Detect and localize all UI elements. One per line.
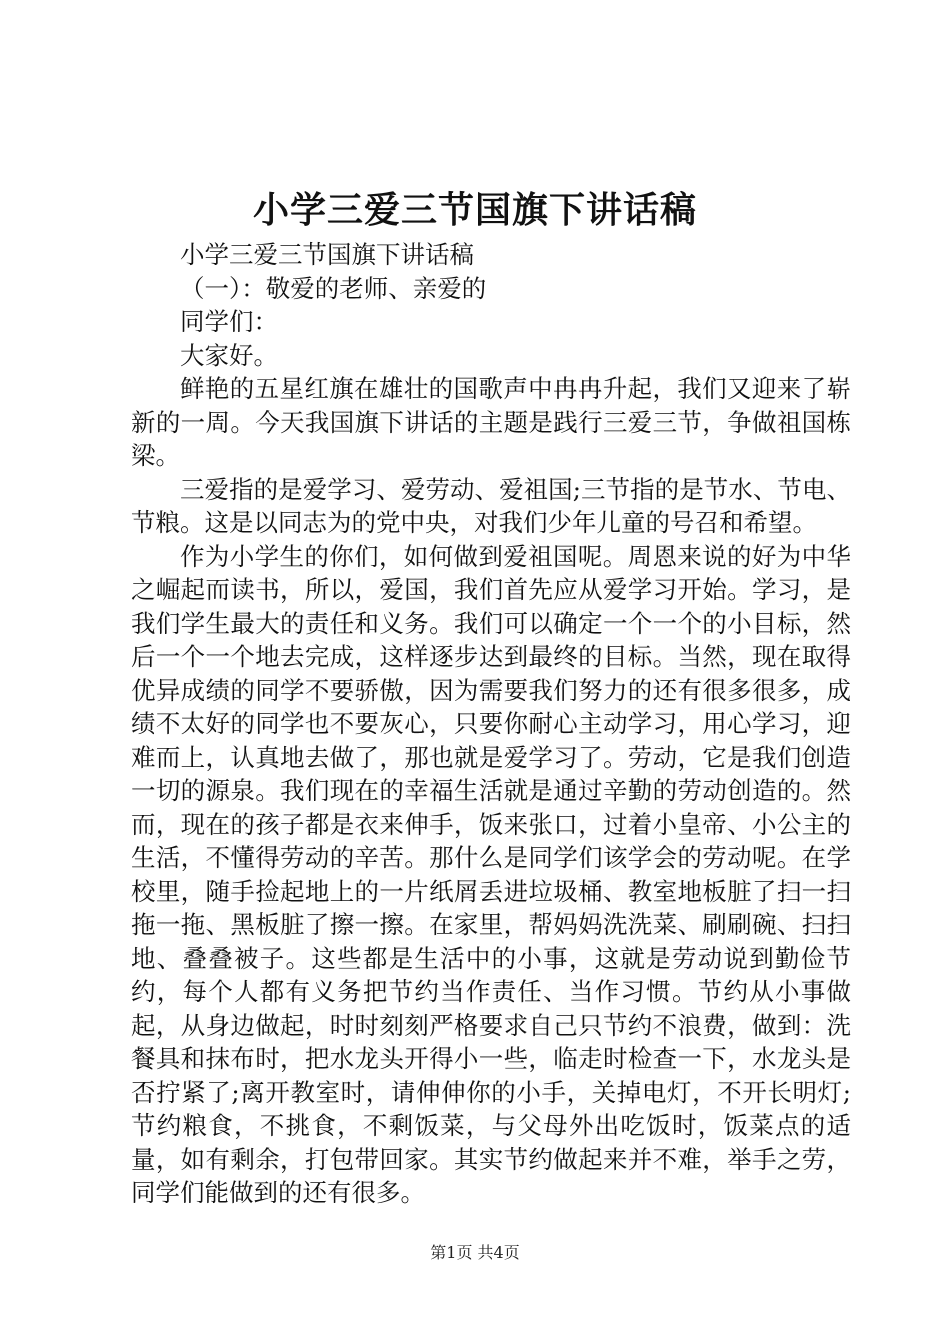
paragraph-main: 作为小学生的你们，如何做到爱祖国呢。周恩来说的好为中华之崛起而读书，所以，爱国，我们首先应从爱学习开始。学习，是我们学生最大的责任和义务。我们可以确定一个一个的小目标，然后一个一个地去完成，这样逐步达到最终的目标。当然，现在取得优异成绩的同学不要骄傲，因为需要我们努力的还有很多很多，成绩不太好的同学也不要灰心，只要你耐心主动学习，用心学习，迎难而上，认真地去做了，那也就是爱学习了。劳动，它是我们创造一切的源泉。我们现在的幸福生活就是通过辛勤的劳动创造的。然而，现在的孩子都是衣来伸手，饭来张口，过着小皇帝、小公主的生活，不懂得劳动的辛苦。那什么是同学们该学会的劳动呢。在学校里，随手捡起地上的一片纸屑丢进垃圾桶、教室地板脏了扫一扫拖一拖、黑板脏了擦一擦。在家里，帮妈妈洗洗菜、刷刷碗、扫扫地、叠叠被子。这些都是生活中的小事，这就是劳动说到勤俭节约，每个人都有义务把节约当作责任、当作习惯。节约从小事做起，从身边做起，时时刻刻严格要求自己只节约不浪费，做到：洗餐具和抹布时，把水龙头开得小一些，临走时检查一下，水龙头是否拧紧了;离开教室时，请伸伸你的小手，关掉电灯，不开长明灯;节约粮食，不挑食，不剩饭菜，与父母外出吃饭时，饭菜点的适量，如有剩余，打包带回家。其实节约做起来并不难，举手之劳，同学们能做到的还有很多。 [131,541,851,1207]
paragraph-salutation-1: （一）：敬爱的老师、亲爱的 [180,273,487,303]
paragraph-greeting: 大家好。 [180,340,278,370]
page-title: 小学三爱三节国旗下讲话稿 [252,189,697,231]
paragraph-salutation-2: 同学们： [180,307,278,336]
paragraph-definition: 三爱指的是爱学习、爱劳动、爱祖国;三节指的是节水、节电、节粮。这是以同志为的党中央，对我们少年儿童的号召和希望。 [131,474,851,537]
paragraph-intro: 鲜艳的五星红旗在雄壮的国歌声中冉冉升起，我们又迎来了崭新的一周。今天我国旗下讲话的主题是践行三爱三节，争做祖国栋梁。 [131,374,851,470]
paragraph-subtitle: 小学三爱三节国旗下讲话稿 [180,240,474,269]
document-body [131,238,851,1210]
page-footer: 第1页 共4页 [430,1243,520,1262]
